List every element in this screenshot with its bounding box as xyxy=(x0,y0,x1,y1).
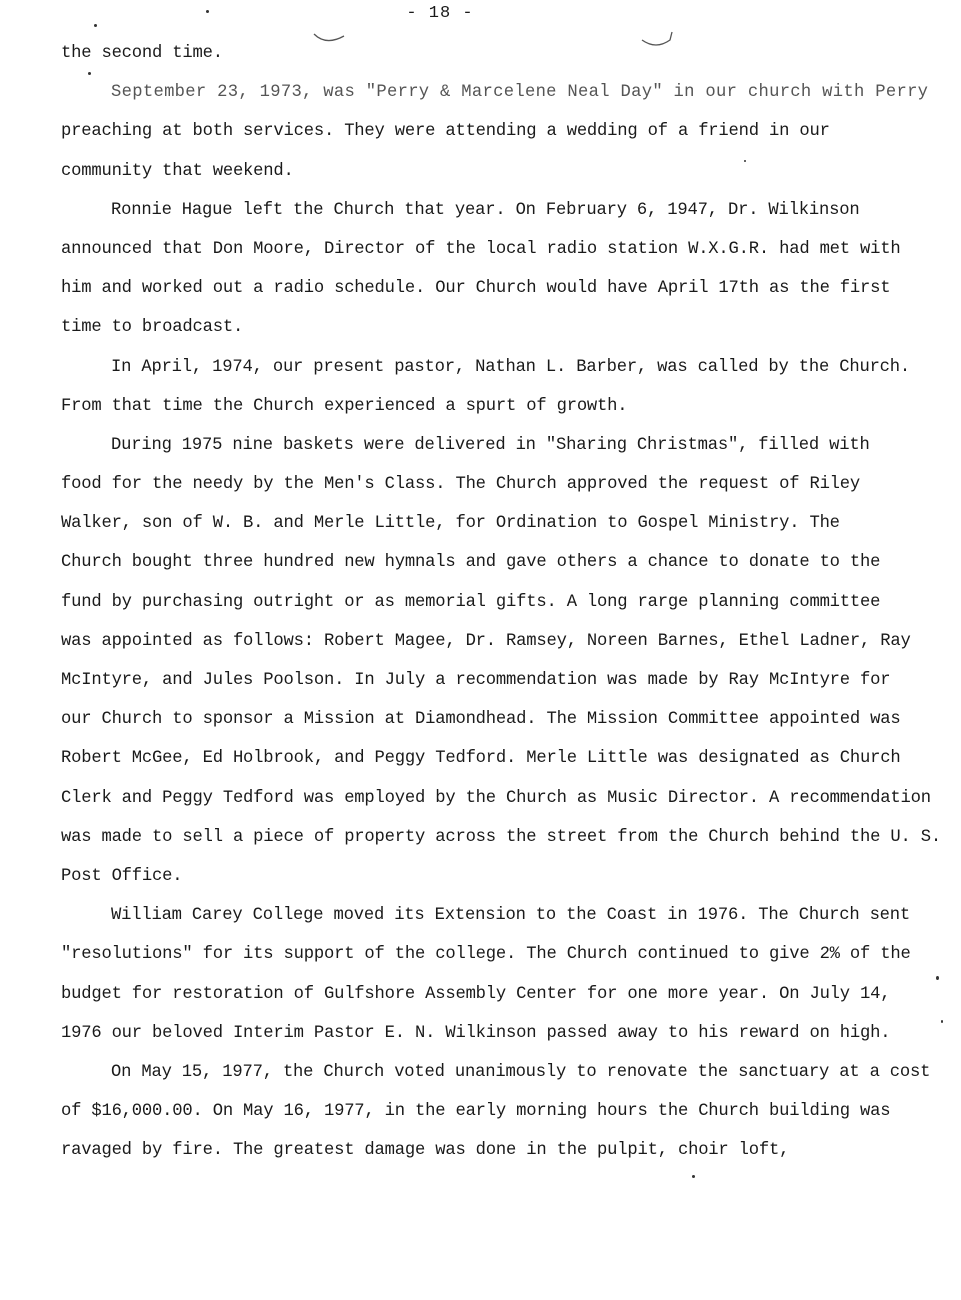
speck xyxy=(206,10,209,13)
text-line: our Church to sponsor a Mission at Diamondhead. The Mission Committee appointed was xyxy=(61,710,901,730)
text-line: Robert McGee, Ed Holbrook, and Peggy Tedford. Merle Little was designated as Church xyxy=(61,749,901,769)
page-number: - 18 - xyxy=(406,4,474,23)
text-line: September 23, 1973, was "Perry & Marcelene Neal Day" in our church with Perry xyxy=(111,83,929,103)
text-line: food for the needy by the Men's Class. The Church approved the request of Riley xyxy=(61,475,861,495)
text-line: community that weekend. xyxy=(61,161,294,181)
text-line: Clerk and Peggy Tedford was employed by the Church as Music Director. A recommendation xyxy=(61,788,931,808)
text-line: "resolutions" for its support of the college. The Church continued to give 2% of the xyxy=(61,945,911,965)
text-line: William Carey College moved its Extension to the Coast in 1976. The Church sent xyxy=(111,906,911,926)
text-line: On May 15, 1977, the Church voted unanimously to renovate the sanctuary at a cost xyxy=(111,1062,931,1082)
speck xyxy=(94,24,97,27)
text-line: McIntyre, and Jules Poolson. In July a recommendation was made by Ray McIntyre for xyxy=(61,671,891,690)
text-line: Ronnie Hague left the Church that year. On February 6, 1947, Dr. Wilkinson xyxy=(111,200,860,220)
text-line: Walker, son of W. B. and Merle Little, for Ordination to Gospel Ministry. The xyxy=(61,514,840,534)
text-line: budget for restoration of Gulfshore Assembly Center for one more year. On July 14, xyxy=(61,984,891,1004)
text-line: announced that Don Moore, Director of the local radio station W.X.G.R. had met with xyxy=(61,239,901,259)
text-line: fund by purchasing outright or as memorial gifts. A long rarge planning committee xyxy=(61,592,881,612)
text-line: In April, 1974, our present pastor, Nathan L. Barber, was called by the Church. xyxy=(111,357,911,377)
text-line: Post Office. xyxy=(61,866,183,886)
text-line: From that time the Church experienced a spurt of growth. xyxy=(61,396,628,416)
text-line: preaching at both services. They were attending a wedding of a friend in our xyxy=(61,122,830,142)
text-line: Church bought three hundred new hymnals and gave others a chance to donate to the xyxy=(61,553,881,573)
text-line: of $16,000.00. On May 16, 1977, in the early morning hours the Church building was xyxy=(61,1102,891,1122)
text-line: was appointed as follows: Robert Magee, Dr. Ramsey, Noreen Barnes, Ethel Ladner, Ray xyxy=(61,631,911,651)
text-line: 1976 our beloved Interim Pastor E. N. Wilkinson passed away to his reward on high. xyxy=(61,1023,891,1043)
text-line: ravaged by fire. The greatest damage was done in the pulpit, choir loft, xyxy=(61,1141,790,1161)
text-line: During 1975 nine baskets were delivered in "Sharing Christmas", filled with xyxy=(111,435,870,455)
body-text xyxy=(61,43,941,1179)
text-line: the second time. xyxy=(61,44,223,63)
text-line: was made to sell a piece of property across the street from the Church behind the U. S. xyxy=(61,827,941,847)
speck xyxy=(941,1020,943,1023)
text-line: time to broadcast. xyxy=(61,318,244,338)
text-line: him and worked out a radio schedule. Our Church would have April 17th as the first xyxy=(61,279,891,299)
